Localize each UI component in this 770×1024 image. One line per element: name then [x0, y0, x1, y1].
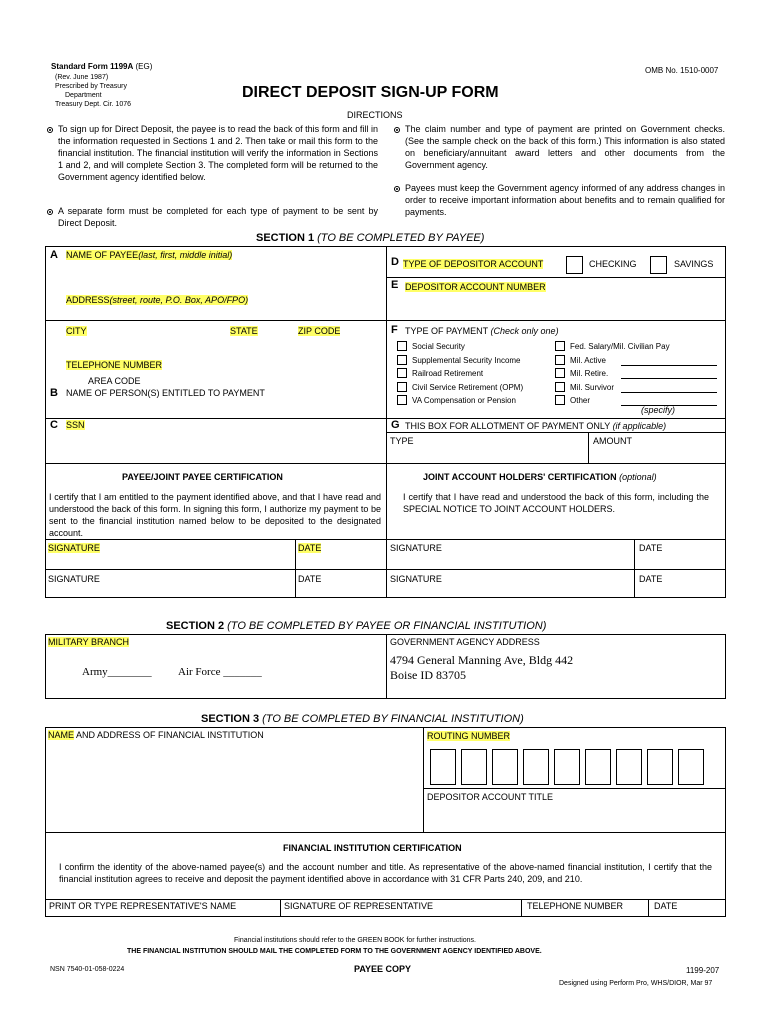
zip-field[interactable]	[298, 326, 340, 336]
bullet-icon	[47, 127, 53, 133]
letter-d: D	[391, 256, 399, 268]
entitled-persons-label[interactable]: NAME OF PERSON(S) ENTITLED TO PAYMENT	[66, 388, 265, 398]
payee-signature-label: SIGNATURE	[48, 543, 100, 553]
joint-date-2-label[interactable]: DATE	[639, 574, 663, 584]
zip-label: ZIP CODE	[298, 326, 341, 336]
rep-signature-label[interactable]: SIGNATURE OF REPRESENTATIVE	[284, 901, 434, 911]
payee-name-field-label: NAME OF PAYEE	[66, 250, 139, 260]
specify-line[interactable]	[621, 392, 717, 393]
payment-type-option-label: Mil. Survivor	[570, 382, 615, 392]
savings-label: SAVINGS	[674, 259, 714, 269]
allotment-label: THIS BOX FOR ALLOTMENT OF PAYMENT ONLY	[405, 421, 611, 431]
col-divider	[588, 432, 589, 463]
section2-title: SECTION 2	[166, 620, 225, 632]
letter-b: B	[50, 387, 58, 399]
bullet-icon	[394, 127, 400, 133]
row-divider	[386, 277, 726, 278]
col-divider	[386, 463, 387, 598]
payment-type-option-label: Supplemental Security Income	[412, 355, 521, 365]
account-number-field[interactable]	[405, 282, 546, 292]
address-label: ADDRESS	[66, 295, 110, 305]
directions-label: DIRECTIONS	[347, 110, 403, 120]
fi-name-label: NAME	[48, 730, 75, 740]
col-divider	[648, 899, 649, 917]
agency-address-value	[390, 653, 573, 683]
routing-number-label: ROUTING NUMBER	[427, 731, 510, 741]
routing-digit-box[interactable]	[492, 749, 518, 785]
payment-type-checkbox[interactable]	[555, 395, 565, 405]
specify-label: (specify)	[641, 405, 676, 415]
payment-type-option-label: Other	[570, 396, 591, 405]
fi-telephone-label[interactable]: TELEPHONE NUMBER	[527, 901, 624, 911]
city-field[interactable]	[66, 326, 87, 336]
section3-title: SECTION 3	[201, 713, 260, 725]
form-revision-block	[55, 73, 131, 109]
page-title: DIRECT DEPOSIT SIGN-UP FORM	[242, 84, 499, 101]
fi-cert-title: FINANCIAL INSTITUTION CERTIFICATION	[283, 843, 462, 853]
army-option[interactable]: Army________	[82, 666, 152, 678]
ssn-field[interactable]	[66, 420, 85, 430]
payee-date-label: DATE	[298, 543, 322, 553]
letter-g: G	[391, 419, 400, 431]
payment-type-checkbox[interactable]	[555, 368, 565, 378]
payment-type-note: (Check only one)	[490, 326, 559, 336]
joint-cert-heading	[423, 472, 657, 482]
joint-payee-signature-label[interactable]: SIGNATURE	[48, 574, 100, 584]
routing-digit-box[interactable]	[461, 749, 487, 785]
payment-type-option-label: Railroad Retirement	[412, 369, 484, 378]
telephone-field[interactable]	[66, 360, 162, 370]
direction-1: To sign up for Direct Deposit, the payee is to read the back of this form and fill in the information requested in Sections 1 and 2. Then take or mail this form to the financial institution. The financial institution will verify the information in Sections 1 and 2, and will complete Section 3. The completed form will be returned to the Government agency identified below.	[58, 124, 378, 182]
payee-cert-text: I certify that I am entitled to the payment identified above, and that I have read and understood the back of this form. In signing this form, I authorize my payment to be sent to the financial institution named below to be deposited to the designated account.	[49, 492, 381, 538]
row-divider	[45, 539, 726, 540]
payment-type-checkbox[interactable]	[397, 355, 407, 365]
area-code-label: AREA CODE	[88, 376, 141, 386]
section1-heading	[256, 232, 484, 244]
letter-e: E	[391, 279, 399, 291]
routing-digit-box[interactable]	[585, 749, 611, 785]
payment-type-checkbox[interactable]	[397, 368, 407, 378]
account-number-label: DEPOSITOR ACCOUNT NUMBER	[405, 282, 546, 292]
routing-digit-box[interactable]	[647, 749, 673, 785]
row-divider	[45, 320, 386, 321]
payee-name-note: (last, first, middle initial)	[138, 250, 233, 260]
specify-line[interactable]	[621, 365, 717, 366]
state-field[interactable]	[230, 326, 258, 336]
department-text: Department	[65, 92, 102, 99]
row-divider	[45, 832, 726, 833]
col-divider	[423, 727, 424, 832]
mail-instruction: THE FINANCIAL INSTITUTION SHOULD MAIL THE COMPLETED FORM TO THE GOVERNMENT AGENCY IDENTIFIED ABOVE.	[127, 948, 542, 955]
agency-address-line2: Boise ID 83705	[390, 668, 466, 682]
savings-checkbox[interactable]	[650, 256, 667, 274]
omb-number: OMB No. 1510-0007	[645, 66, 719, 75]
fi-cert-text: I confirm the identity of the above-named payee(s) and the account number and title. As representative of the above-named financial institution, I certify that the financial institution agrees to receive and deposit the payment identified above in accordance with 31 CFR Parts 240, 209, and 210.	[59, 862, 712, 884]
joint-cert-text: I certify that I have read and understood the back of this form, including the SPECIAL NOTICE TO JOINT ACCOUNT HOLDERS.	[403, 492, 709, 514]
allotment-note: (if applicable)	[612, 421, 667, 431]
checking-label: CHECKING	[589, 259, 637, 269]
account-type-label: TYPE OF DEPOSITOR ACCOUNT	[403, 259, 544, 269]
bullet-icon	[47, 209, 53, 215]
row-divider	[45, 899, 726, 900]
air-force-option[interactable]: Air Force _______	[178, 666, 262, 678]
routing-digit-box[interactable]	[523, 749, 549, 785]
joint-cert-title: JOINT ACCOUNT HOLDERS' CERTIFICATION	[423, 472, 617, 482]
city-label: CITY	[66, 326, 87, 336]
payment-type-option-label: Civil Service Retirement (OPM)	[412, 382, 524, 392]
row-divider	[45, 418, 726, 419]
letter-a: A	[50, 249, 58, 261]
payee-signature-field[interactable]	[48, 543, 100, 553]
state-label: STATE	[230, 326, 258, 336]
joint-signature-label[interactable]: SIGNATURE	[390, 543, 442, 553]
military-branch-label: MILITARY BRANCH	[48, 637, 130, 647]
form-code: 1199-207	[686, 966, 720, 975]
row-divider	[386, 432, 726, 433]
payee-name-label[interactable]	[66, 250, 232, 260]
rep-name-label[interactable]: PRINT OR TYPE REPRESENTATIVE'S NAME	[49, 901, 237, 911]
fi-name-field[interactable]	[48, 730, 264, 740]
payment-type-label: TYPE OF PAYMENT	[405, 326, 489, 336]
nsn-number: NSN 7540-01-058-0224	[50, 966, 125, 973]
routing-digit-box[interactable]	[430, 749, 456, 785]
address-note: (street, route, P.O. Box, APO/FPO)	[109, 295, 249, 305]
direction-3: The claim number and type of payment are printed on Government checks. (See the sample check on the back of this form.) This information is also stated on beneficiary/annuitant award letters and other documents from the Government agency.	[405, 124, 725, 170]
payee-date-field[interactable]	[298, 543, 321, 553]
circular-text: Treasury Dept. Cir. 1076	[55, 101, 131, 108]
direction-2: A separate form must be completed for each type of payment to be sent by Direct Deposit.	[58, 206, 378, 228]
designed-note: Designed using Perform Pro, WHS/DIOR, Mar 97	[559, 980, 713, 987]
checking-checkbox[interactable]	[566, 256, 583, 274]
payment-type-checkbox[interactable]	[397, 341, 407, 351]
section3-heading	[201, 713, 524, 725]
account-title-label[interactable]: DEPOSITOR ACCOUNT TITLE	[427, 792, 554, 802]
direction-4: Payees must keep the Government agency informed of any address changes in order to receive important information about benefits and to remain qualified for payments.	[405, 183, 725, 217]
routing-digit-box[interactable]	[554, 749, 580, 785]
col-divider	[386, 634, 387, 699]
col-divider	[280, 899, 281, 917]
col-divider	[521, 899, 522, 917]
routing-number-field	[427, 731, 510, 741]
rev-text: (Rev. June 1987)	[55, 74, 109, 81]
col-divider	[295, 539, 296, 598]
payment-type-option-label: Mil. Retire.	[570, 369, 609, 378]
row-divider	[45, 569, 726, 570]
specify-line[interactable]	[621, 378, 717, 379]
agency-address-label: GOVERNMENT AGENCY ADDRESS	[390, 637, 540, 647]
row-divider	[386, 320, 726, 321]
joint-cert-note: (optional)	[619, 472, 657, 482]
letter-c: C	[50, 419, 58, 431]
row-divider	[423, 788, 726, 789]
form-suffix: (EG)	[133, 62, 153, 71]
payment-type-option-label: VA Compensation or Pension	[412, 396, 516, 405]
payment-type-option-label: Social Security	[412, 342, 465, 351]
section2-heading	[166, 620, 546, 632]
routing-digit-box[interactable]	[678, 749, 704, 785]
allotment-type-label[interactable]: TYPE	[390, 436, 414, 446]
ssn-label: SSN	[66, 420, 85, 430]
letter-f: F	[391, 324, 398, 336]
payment-type-checkbox[interactable]	[397, 395, 407, 405]
form-number-label: Standard Form 1199A	[51, 62, 134, 71]
bullet-icon	[394, 186, 400, 192]
form-number	[51, 62, 152, 71]
payment-type-checkbox[interactable]	[555, 341, 565, 351]
allotment-amount-label[interactable]: AMOUNT	[593, 436, 632, 446]
payee-copy-label: PAYEE COPY	[354, 964, 412, 974]
col-divider	[634, 539, 635, 598]
routing-digit-box[interactable]	[616, 749, 642, 785]
telephone-label: TELEPHONE NUMBER	[66, 360, 163, 370]
payment-type-checkbox[interactable]	[555, 382, 565, 392]
payment-type-option-label: Fed. Salary/Mil. Civilian Pay	[570, 342, 670, 351]
payee-cert-title: PAYEE/JOINT PAYEE CERTIFICATION	[122, 472, 283, 482]
allotment-heading	[405, 421, 666, 431]
payment-type-heading	[405, 326, 559, 336]
payment-type-checkbox[interactable]	[555, 355, 565, 365]
payment-type-option-label: Mil. Active	[570, 355, 607, 365]
joint-payee-date-label[interactable]: DATE	[298, 574, 322, 584]
fi-date-label[interactable]: DATE	[654, 901, 678, 911]
agency-address-line1: 4794 General Manning Ave, Bldg 442	[390, 653, 574, 667]
fi-name-rest: AND ADDRESS OF FINANCIAL INSTITUTION	[74, 730, 264, 740]
section2-note: (TO BE COMPLETED BY PAYEE OR FINANCIAL INSTITUTION)	[227, 620, 547, 632]
joint-signature-2-label[interactable]: SIGNATURE	[390, 574, 442, 584]
joint-date-label[interactable]: DATE	[639, 543, 663, 553]
address-field[interactable]	[66, 295, 248, 305]
section3-note: (TO BE COMPLETED BY FINANCIAL INSTITUTION)	[262, 713, 524, 725]
prescribed-text: Prescribed by Treasury	[55, 83, 127, 90]
section1-note: (TO BE COMPLETED BY PAYEE)	[317, 232, 485, 244]
military-branch-field	[48, 637, 129, 647]
account-type-field	[403, 259, 543, 269]
section1-title: SECTION 1	[256, 232, 315, 244]
payment-type-checkbox[interactable]	[397, 382, 407, 392]
green-book-note: Financial institutions should refer to the GREEN BOOK for further instructions.	[234, 937, 476, 944]
section1-divider	[386, 246, 387, 463]
